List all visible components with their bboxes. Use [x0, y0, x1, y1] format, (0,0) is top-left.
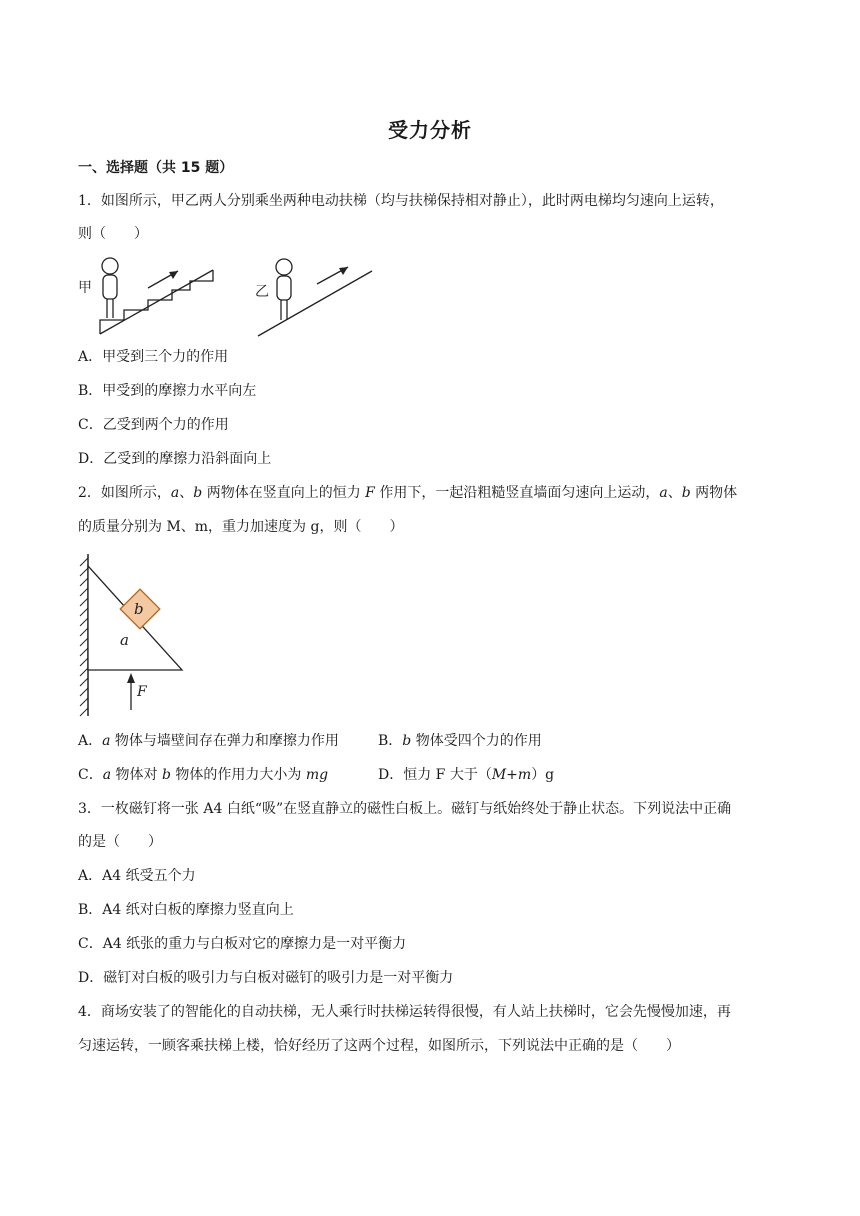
- q1-option-c: C．乙受到两个力的作用: [78, 417, 229, 433]
- q4-stem-line2: 匀速运转，一顾客乘扶梯上楼，恰好经历了这两个过程，如图所示，下列说法中正确的是（ ）: [78, 1038, 680, 1054]
- q3-option-c: C．A4 纸张的重力与白板对它的摩擦力是一对平衡力: [78, 936, 407, 952]
- q1-figure-stair-escalator: [78, 254, 218, 338]
- q4-stem-line1: 4．商场安装了的智能化的自动扶梯，无人乘行时扶梯运转得很慢，有人站上扶梯时，它会先慢慢加速，再: [78, 1004, 731, 1020]
- q2-fig-label-F: F: [137, 684, 147, 700]
- q2-option-a: A．a 物体与墙壁间存在弹力和摩擦力作用: [78, 733, 339, 749]
- q1-option-b: B．甲受到的摩擦力水平向左: [78, 383, 257, 399]
- q3-option-a: A．A4 纸受五个力: [78, 868, 196, 884]
- page-title: 受力分析: [388, 118, 472, 142]
- q1-fig-label-yi: 乙: [255, 284, 269, 300]
- q1-option-a: A．甲受到三个力的作用: [78, 349, 229, 365]
- q2-option-d: D．恒力 F 大于（M+m）g: [378, 767, 555, 783]
- q1-stem-line1: 1．如图所示，甲乙两人分别乘坐两种电动扶梯（均与扶梯保持相对静止），此时两电梯均匀速向上运转，: [78, 193, 724, 209]
- q2-stem-line2: 的质量分别为 M、m，重力加速度为 g，则（ ）: [78, 519, 404, 535]
- q2-option-b: B．b 物体受四个力的作用: [378, 733, 542, 749]
- q3-option-d: D．磁钉对白板的吸引力与白板对磁钉的吸引力是一对平衡力: [78, 970, 454, 986]
- q2-stem-line1: 2．如图所示，a、b 两物体在竖直向上的恒力 F 作用下，一起沿粗糙竖直墙面匀速向上运动，a、b 两物体: [78, 485, 738, 501]
- q3-stem-line1: 3．一枚磁钉将一张 A4 白纸“吸”在竖直静立的磁性白板上。磁钉与纸始终处于静止状态。下列说法中正确: [78, 801, 732, 817]
- q1-figure-ramp-escalator: [255, 254, 375, 338]
- q2-fig-label-a: a: [120, 631, 129, 649]
- q1-fig-label-jia: 甲: [78, 280, 92, 296]
- q2-option-c: C．a 物体对 b 物体的作用力大小为 mg: [78, 767, 329, 783]
- q2-fig-label-b: b: [134, 600, 144, 618]
- q2-figure-wall-blocks: [70, 552, 190, 718]
- section-heading: 一、选择题（共 15 题）: [78, 160, 234, 176]
- q3-option-b: B．A4 纸对白板的摩擦力竖直向上: [78, 902, 294, 918]
- q1-option-d: D．乙受到的摩擦力沿斜面向上: [78, 451, 272, 467]
- q1-stem-line2: 则（ ）: [78, 226, 148, 242]
- q3-stem-line2: 的是（ ）: [78, 834, 162, 850]
